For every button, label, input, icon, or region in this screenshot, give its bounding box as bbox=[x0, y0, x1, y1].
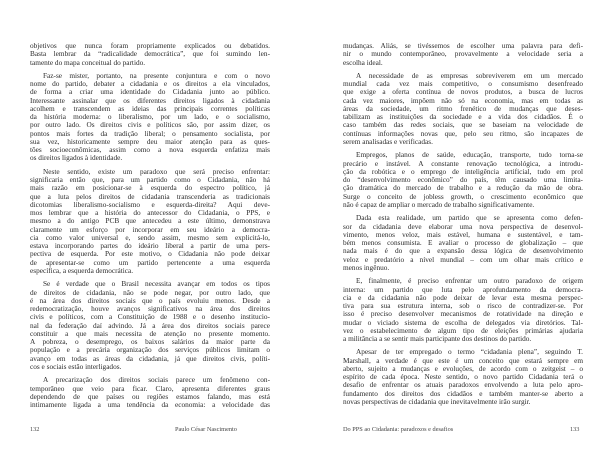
text-line: nir o mundo contemporâneo, provavelmente a velocidade seria a bbox=[343, 49, 583, 59]
text-line: mundial cada vez mais competitivo, o consumismo desenfreado bbox=[343, 79, 583, 89]
text-line: Neste sentido, existe um paradoxo que será preciso enfrentar: bbox=[43, 166, 270, 176]
text-line: temporâneo que veio para ficar. Claro, apresenta diferentes graus bbox=[30, 383, 270, 393]
text-line: dicotomias liberalismo-socialismo e esquerda-direita? Aqui deve- bbox=[30, 199, 270, 209]
text-line: Interessante assinalar que os diferentes direitos ligados à cidadania bbox=[30, 95, 270, 105]
text-line: mudanças. Aliás, se tivéssemos de escolher uma palavra para defi- bbox=[343, 41, 583, 50]
text-line: contínuas informações novas que, pelo seu ritmo, são incapazes de bbox=[343, 128, 583, 138]
right-page-body bbox=[343, 42, 583, 411]
paragraph bbox=[30, 280, 270, 371]
text-line: serem analisadas e verificadas. bbox=[343, 136, 433, 146]
text-line: mudar o viciado sistema de escolha de delegados via diretórios. Tal- bbox=[343, 317, 583, 327]
text-line: isso é preciso desenvolver mecanismos de rotatividade na direção e bbox=[343, 309, 583, 319]
text-line: Apesar de ter empregado o termo “cidadania plena”, seguindo T. bbox=[356, 347, 583, 357]
text-line: fundamento dos direitos dos cidadãos e também manter-se aberto a bbox=[343, 388, 583, 398]
text-line: ção da robótica e o emprego de inteligência artificial, tudo em prol bbox=[343, 166, 583, 176]
text-line: A pobreza, o desemprego, os baixos salários da maior parte da bbox=[30, 337, 270, 347]
text-line: E, finalmente, é preciso enfrentar um outro paradoxo de origem bbox=[356, 276, 583, 286]
text-line: significaria então que, para um partido como o Cidadania, não há bbox=[30, 175, 270, 185]
text-line: mais razão em posicionar-se à esquerda do espectro político, já bbox=[30, 183, 270, 193]
text-line: vez o estabelecimento de algum tipo de eleições primárias ajudaria bbox=[343, 325, 583, 335]
paragraph bbox=[343, 151, 583, 209]
text-line: Dada esta realidade, um partido que se apresenta como defen- bbox=[356, 213, 583, 223]
text-line: os direitos ligados à identidade. bbox=[30, 153, 123, 163]
text-line: de apresentar-se como um partido pertencente a uma esquerda bbox=[30, 257, 270, 267]
text-line: redemocratização, houve avanços significativos na área dos direitos bbox=[30, 304, 270, 314]
text-line: mesmo a do antigo PCB que antecedeu a este último, demonstrava bbox=[30, 216, 270, 226]
text-line: que exige a oferta contínua de novos produtos, a busca de lucros bbox=[343, 87, 583, 97]
text-line: constituir a que mais necessita de atenção no presente momento. bbox=[30, 328, 270, 338]
text-line: A necessidade de as empresas sobreviverem em um mercado bbox=[356, 70, 583, 80]
text-line: Se é verdade que o Brasil necessita avançar em todos os tipos bbox=[43, 279, 270, 289]
text-line: áreas da sociedade, um ritmo frenético de mudanças que deses- bbox=[343, 103, 583, 113]
text-line: Marshall, a verdade é que este é um conceito que estará sempre em bbox=[343, 355, 583, 365]
text-line: cos e sociais estão interligados. bbox=[30, 361, 122, 371]
text-line: sor da cidadania deve elaborar uma nova perspectiva de desenvol- bbox=[343, 221, 583, 231]
text-line: Empregos, planos de saúde, educação, transporte, tudo torna-se bbox=[356, 150, 583, 160]
text-line: vimento, menos veloz, mais estável, humana e sustentável, e tam- bbox=[343, 229, 583, 239]
text-line: interna: um partido que luta pelo aprofundamento da democra- bbox=[343, 284, 583, 294]
text-line: avanço em todas as áreas da cidadania, já que direitos civis, políti- bbox=[30, 353, 270, 363]
text-line: aberto, sujeito a mudanças e evoluções, de acordo com o zeitgeist – o bbox=[343, 363, 583, 373]
text-line: nada mais é do que a expansão dessa lógica de desenvolvimento bbox=[343, 246, 583, 256]
left-page-body bbox=[30, 42, 270, 414]
running-head-author: Paulo César Nascimento bbox=[175, 426, 237, 433]
text-line: mos lembrar que a história do antecessor do Cidadania, o PPS, e bbox=[30, 208, 270, 218]
text-line: que a luta pelos direitos de cidadania transcenderia as tradicionais bbox=[30, 191, 270, 201]
text-line: Basta lembrar da “radicalidade democrática”, que foi sumindo len- bbox=[30, 49, 270, 59]
text-line: civis e políticos, com a Constituição de 1988 e o desenho institucio- bbox=[30, 312, 270, 322]
paragraph bbox=[343, 348, 583, 406]
text-line: intimamente ligada a uma tendência da economia: a velocidade das bbox=[30, 400, 270, 409]
text-line: tabilizam as instituições da sociedade e a vida dos cidadãos. É o bbox=[343, 112, 583, 122]
text-line: nome do partido, debater a cidadania e os direitos a ela vinculados, bbox=[30, 79, 270, 89]
running-head-title: Do PPS ao Cidadania: paradoxos e desafios bbox=[343, 426, 454, 433]
text-line: específica, a esquerda democrática. bbox=[30, 265, 134, 275]
text-line: precário e instável. A constante renovação tecnológica, a introdu- bbox=[343, 158, 583, 168]
text-line: Faz-se mister, portanto, na presente conjuntura e com o novo bbox=[43, 70, 270, 80]
text-line: veloz e predatório a nível mundial – com um olhar mais crítico e bbox=[343, 254, 583, 264]
text-line: acolhem e transcendem as ideias das principais correntes políticas bbox=[30, 103, 270, 113]
text-line: espírito de cada época. Neste sentido, o novo partido Cidadania terá o bbox=[343, 372, 583, 382]
text-line: tões socioeconômicas, assim como a nova esquerda enfatiza mais bbox=[30, 145, 270, 155]
text-line: é na área dos direitos sociais que o país evoluiu menos. Desde a bbox=[30, 295, 270, 305]
text-line: população e a precária organização dos serviços públicos limitam o bbox=[30, 345, 270, 355]
text-line: dependendo de que países ou regiões estamos falando, mas está bbox=[30, 391, 270, 401]
text-line: caso também das redes sociais, que se baseiam na velocidade de bbox=[343, 120, 583, 130]
text-line: tamente do mapa conceitual do partido. bbox=[30, 57, 146, 67]
paragraph bbox=[30, 42, 270, 67]
text-line: tiva para sua estrutura interna, sob o risco de contradizer-se. Por bbox=[343, 301, 583, 310]
right-page bbox=[300, 0, 600, 453]
page-number: 132 bbox=[30, 426, 40, 433]
text-line: cada vez maiores, impõem não só na economia, mas em todas as bbox=[343, 95, 583, 105]
paragraph bbox=[30, 168, 270, 275]
text-line: sua vez, historicamente sempre deu maior atenção para as ques- bbox=[30, 136, 270, 146]
paragraph bbox=[30, 72, 270, 163]
paragraph bbox=[343, 277, 583, 343]
text-line: a militância a se sentir mais participante dos destinos do partido. bbox=[343, 334, 532, 343]
text-line: objetivos que nunca foram propriamente explicados ou debatidos. bbox=[30, 41, 270, 50]
text-line: novas perspectivas de cidadania que inevitavelmente irão surgir. bbox=[343, 396, 531, 406]
paragraph bbox=[343, 42, 583, 67]
text-line: claramente um esforço por incorporar em seu ideário a democra- bbox=[30, 224, 270, 234]
text-line: bém menos consumista. E avaliar o processo de globalização – que bbox=[343, 238, 583, 248]
paragraph bbox=[343, 214, 583, 272]
text-line: Surge o conceito de jobless growth, o crescimento econômico que bbox=[343, 191, 583, 201]
text-line: nal da federação daí advindo. Já a área dos direitos sociais parece bbox=[30, 320, 270, 330]
text-line: da história moderna: o liberalismo, por um lado, e o socialismo, bbox=[30, 112, 270, 122]
text-line: pontos mais fortes da tradição liberal; o pensamento socialista, por bbox=[30, 128, 270, 138]
text-line: de forma a criar uma identidade do Cidadania junto ao público. bbox=[30, 87, 270, 97]
paragraph bbox=[30, 376, 270, 409]
text-line: estava incorporando partes do ideário liberal a partir de uma pers- bbox=[30, 241, 270, 251]
page-number: 133 bbox=[570, 426, 580, 433]
text-line: cia e da cidadania não pode deixar de levar esta mesma perspec- bbox=[343, 292, 583, 302]
paragraph bbox=[343, 72, 583, 146]
text-line: desafio de enfrentar os atuais paradoxos envolvendo a luta pelo apro- bbox=[343, 380, 583, 390]
text-line: do “desenvolvimento econômico” do país, têm causado uma limita- bbox=[343, 175, 583, 185]
text-line: A precarização dos direitos sociais parece um fenômeno con- bbox=[43, 375, 270, 385]
text-line: ção dramática do mercado de trabalho e a redução da mão de obra. bbox=[343, 183, 583, 193]
text-line: por outro lado. Os direitos civis e políticos são, por assim dizer, os bbox=[30, 120, 270, 130]
text-line: de direitos de cidadania, não se pode negar, por outro lado, que bbox=[30, 287, 270, 297]
text-line: menos ingênuo. bbox=[343, 262, 390, 272]
text-line: pectiva de esquerda. Por este motivo, o Cidadania não pode deixar bbox=[30, 249, 270, 259]
text-line: cia como valor universal e, sendo assim, mesmo sem explicitá-lo, bbox=[30, 232, 270, 242]
text-line: escolha ideal. bbox=[343, 57, 383, 67]
text-line: não é capaz de ampliar o mercado de trabalho significativamente. bbox=[343, 199, 535, 209]
